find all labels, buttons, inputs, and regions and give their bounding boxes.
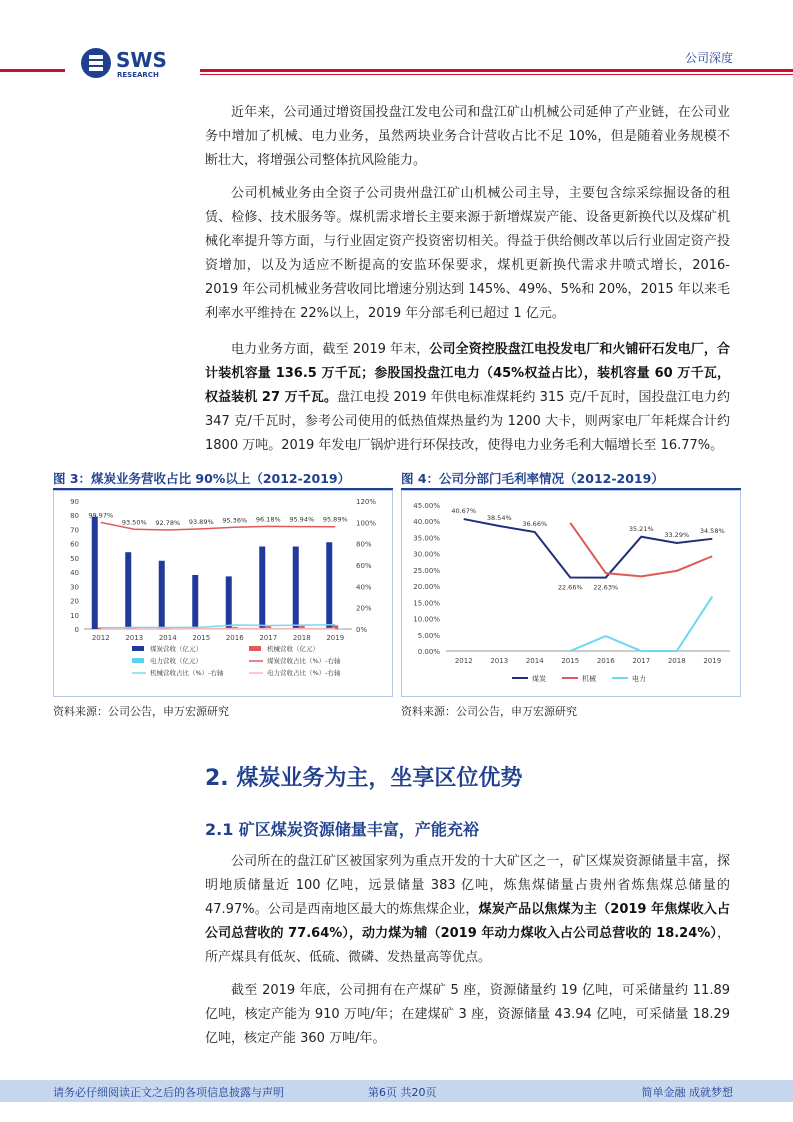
y2-tick-label: 80% bbox=[356, 540, 372, 549]
fig4-chart bbox=[402, 491, 740, 696]
footer-bar bbox=[0, 1080, 793, 1102]
x-tick-label: 2019 bbox=[703, 657, 722, 665]
fig3-chart bbox=[54, 491, 392, 696]
legend-label: 机械 bbox=[582, 675, 596, 683]
bar-0 bbox=[326, 542, 332, 629]
p3-text-c: 盘江电投 2019 年供电标准煤耗约 315 克/千瓦时，国投盘江电力约 347 克/千瓦时，参考公司使用的低热值煤热量约为 1200 大卡，则两家电厂年耗煤合计约 1800 万吨。2019 年发电厂锅炉进行环保技改，使得电力业务毛利大幅增长至 16.77%。 bbox=[205, 390, 730, 453]
fig3-chart-box bbox=[53, 490, 393, 697]
y-tick-label: 40.00% bbox=[413, 518, 440, 527]
bar-0 bbox=[92, 517, 98, 629]
x-tick-label: 2015 bbox=[561, 657, 580, 665]
y2-tick-label: 100% bbox=[356, 519, 377, 528]
data-label: 96.18% bbox=[255, 515, 281, 524]
legend-label: 电力营收（亿元） bbox=[150, 657, 202, 665]
legend-label: 机械营收占比（%）-右轴 bbox=[150, 669, 224, 677]
paragraph-2: 公司机械业务由全资子公司贵州盘江矿山机械公司主导，主要包含综采综掘设备的租赁、检修、技术服务等。煤机需求增长主要来源于新增煤炭产能、设备更新换代以及煤矿机械化率提升等方面，与行业固定资产投资密切相关。得益于供给侧改革以后行业固定资产投资增加，以及为适应不断提高的安监环保要求，煤机更新换代需求井喷式增长，2016-2019 年公司机械业务营收同比增速分别达到 145%、49%、5%和 20%，2015 年以来毛利率水平维持在 22%以上，2019 年分部毛利已超过 1 亿元。 bbox=[205, 186, 730, 321]
header-rule-thin bbox=[200, 74, 793, 75]
x-tick-label: 2018 bbox=[292, 634, 311, 642]
p4-text-c: ，所产煤具有低灰、低硫、微磷、发热量高等优点。 bbox=[205, 926, 730, 965]
bar-0 bbox=[192, 575, 198, 629]
legend-label: 煤炭 bbox=[532, 675, 546, 683]
x-tick-label: 2012 bbox=[454, 657, 473, 665]
y-tick-label: 50 bbox=[70, 554, 79, 563]
paragraph-4 bbox=[205, 850, 730, 970]
bar-0 bbox=[125, 552, 131, 629]
y-tick-label: 45.00% bbox=[413, 502, 440, 510]
fig4-source: 资料来源：公司公告，申万宏源研究 bbox=[401, 705, 577, 718]
y2-tick-label: 0% bbox=[356, 626, 368, 634]
x-tick-label: 2015 bbox=[192, 634, 211, 642]
data-label: 33.29% bbox=[664, 530, 690, 539]
y-tick-label: 15.00% bbox=[413, 599, 440, 608]
y-tick-label: 60 bbox=[70, 540, 79, 549]
data-label: 99.97% bbox=[88, 511, 114, 520]
bar-0 bbox=[159, 561, 165, 629]
x-tick-label: 2013 bbox=[490, 657, 509, 665]
y2-tick-label: 20% bbox=[356, 604, 372, 613]
legend-swatch bbox=[249, 646, 261, 651]
bar-0 bbox=[259, 547, 265, 629]
data-label: 34.58% bbox=[699, 526, 725, 535]
x-tick-label: 2016 bbox=[596, 657, 615, 665]
y-tick-label: 20 bbox=[70, 597, 79, 606]
x-tick-label: 2017 bbox=[259, 634, 278, 642]
footer-slogan: 简单金融 成就梦想 bbox=[641, 1086, 733, 1099]
y-tick-label: 40 bbox=[70, 569, 79, 578]
x-tick-label: 2012 bbox=[91, 634, 110, 642]
y-tick-label: 10.00% bbox=[413, 615, 440, 624]
bar-0 bbox=[293, 547, 299, 629]
legend-label: 煤炭营收（亿元） bbox=[150, 645, 202, 653]
legend-label: 机械营收（亿元） bbox=[267, 645, 319, 653]
paragraph-1: 近年来，公司通过增资国投盘江发电公司和盘江矿山机械公司延伸了产业链，在公司业务中增加了机械、电力业务，虽然两块业务合计营收占比不足 10%，但是随着业务规模不断壮大，将增强公司整体抗风险能力。 bbox=[205, 105, 730, 168]
footer-disclaimer: 请务必仔细阅读正文之后的各项信息披露与声明 bbox=[53, 1086, 284, 1099]
legend-label: 电力营收占比（%）-右轴 bbox=[267, 669, 341, 677]
x-tick-label: 2014 bbox=[525, 657, 544, 665]
report-type: 公司深度 bbox=[684, 51, 733, 65]
p4-text-bold: 煤炭产品以焦煤为主（2019 年焦煤收入占公司总营收的 77.64%），动力煤为辅（2019 年动力煤收入占公司总营收的 18.24%） bbox=[205, 902, 730, 941]
data-label: 36.66% bbox=[522, 520, 548, 529]
logo-text: SWS bbox=[116, 48, 167, 72]
p3-text-bold: 公司全资控股盘江电投发电厂和火铺矸石发电厂，合计装机容量 136.5 万千瓦；参股国投盘江电力（45%权益占比），装机容量 60 万千瓦，权益装机 27 万千瓦。 bbox=[205, 342, 730, 405]
y-tick-label: 5.00% bbox=[417, 631, 440, 640]
legend-label: 电力 bbox=[632, 675, 646, 683]
y-tick-label: 35.00% bbox=[413, 534, 440, 543]
data-label: 93.50% bbox=[121, 518, 147, 527]
series-line-电力 bbox=[570, 597, 712, 651]
logo-subtext: RESEARCH bbox=[117, 71, 159, 79]
data-label: 38.54% bbox=[486, 513, 512, 522]
header-rule-left bbox=[0, 69, 65, 72]
data-label: 92.78% bbox=[155, 519, 181, 528]
legend-label: 煤炭营收占比（%）-右轴 bbox=[267, 657, 341, 665]
data-label: 22.63% bbox=[593, 583, 619, 592]
data-label: 35.21% bbox=[628, 524, 654, 533]
section-heading-2-1: 2.1 矿区煤炭资源储量丰富，产能充裕 bbox=[205, 820, 479, 839]
y-tick-label: 30 bbox=[70, 583, 79, 592]
x-tick-label: 2014 bbox=[158, 634, 177, 642]
y2-tick-label: 60% bbox=[356, 562, 372, 570]
legend-swatch bbox=[132, 658, 144, 663]
footer-page-number: 第6页 共20页 bbox=[368, 1086, 437, 1099]
data-label: 95.89% bbox=[322, 515, 348, 524]
section-heading-2: 2. 煤炭业务为主，坐享区位优势 bbox=[205, 766, 523, 791]
y-tick-label: 90 bbox=[70, 498, 79, 506]
header-rule-right bbox=[200, 69, 793, 72]
fig3-source: 资料来源：公司公告，申万宏源研究 bbox=[53, 705, 229, 718]
y2-tick-label: 120% bbox=[356, 498, 377, 506]
bar-0 bbox=[226, 576, 232, 629]
x-tick-label: 2018 bbox=[667, 657, 686, 665]
data-label: 40.67% bbox=[451, 507, 477, 516]
y2-tick-label: 40% bbox=[356, 583, 372, 592]
data-label: 22.66% bbox=[557, 583, 583, 592]
legend-swatch bbox=[132, 646, 144, 651]
y-tick-label: 25.00% bbox=[413, 566, 440, 575]
paragraph-3 bbox=[205, 338, 730, 458]
sws-logo bbox=[80, 46, 200, 80]
data-label: 95.94% bbox=[289, 515, 315, 524]
y-tick-label: 10 bbox=[70, 611, 79, 620]
data-label: 95.36% bbox=[222, 516, 248, 525]
paragraph-5: 截至 2019 年底，公司拥有在产煤矿 5 座，资源储量约 19 亿吨，可采储量约 11.89 亿吨，核定产能为 910 万吨/年；在建煤矿 3 座，资源储量 43.94 亿吨，可采储量 18.29 亿吨，核定产能 360 万吨/年。 bbox=[205, 983, 730, 1046]
p3-text-a: 电力业务方面，截至 2019 年末， bbox=[231, 342, 430, 357]
x-tick-label: 2019 bbox=[326, 634, 345, 642]
y-tick-label: 30.00% bbox=[413, 550, 440, 559]
series-line-2 bbox=[101, 628, 336, 629]
fig3-title: 图 3：煤炭业务营收占比 90%以上（2012-2019） bbox=[53, 471, 351, 486]
y-tick-label: 80 bbox=[70, 512, 79, 521]
x-tick-label: 2013 bbox=[125, 634, 144, 642]
fig4-chart-box bbox=[401, 490, 741, 697]
x-tick-label: 2016 bbox=[225, 634, 244, 642]
p4-text-a: 公司所在的盘江矿区被国家列为重点开发的十大矿区之一，矿区煤炭资源储量丰富，探明地质储量近 100 亿吨，远景储量 383 亿吨，炼焦煤储量占贵州省炼焦煤总储量的 47.97%。公司是西南地区最大的炼焦煤企业， bbox=[205, 854, 730, 917]
x-tick-label: 2017 bbox=[632, 657, 651, 665]
y-tick-label: 70 bbox=[70, 526, 79, 535]
y-tick-label: 0 bbox=[74, 626, 79, 634]
data-label: 93.89% bbox=[188, 517, 214, 526]
y-tick-label: 0.00% bbox=[417, 648, 440, 656]
y-tick-label: 20.00% bbox=[413, 583, 440, 592]
fig4-title: 图 4：公司分部门毛利率情况（2012-2019） bbox=[401, 471, 664, 486]
